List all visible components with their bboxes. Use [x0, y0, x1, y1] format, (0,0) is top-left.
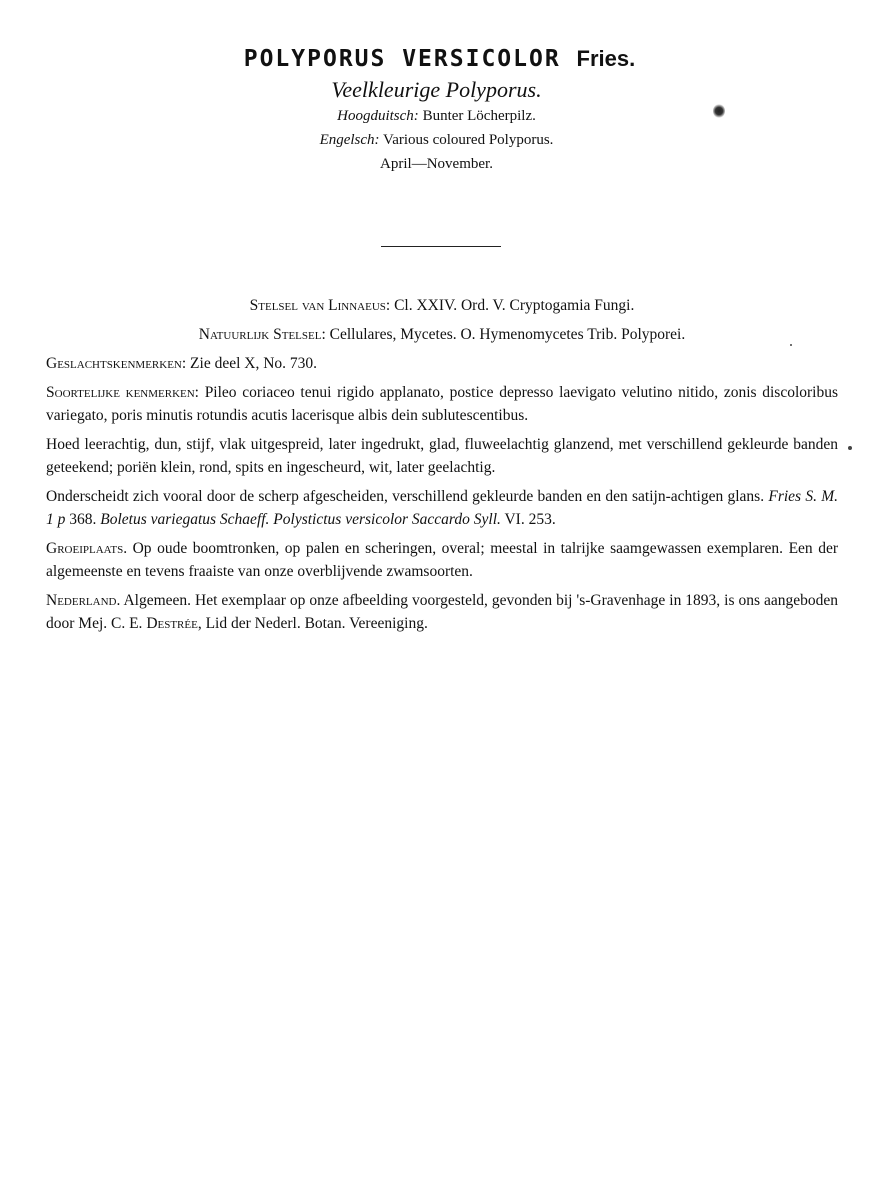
title-species: POLYPORUS VERSICOLOR — [243, 46, 561, 72]
english-name-line — [0, 128, 873, 152]
english-name: Various coloured Polyporus. — [383, 132, 554, 148]
genus-characteristics — [46, 352, 838, 375]
habitat-text: Op oude boomtronken, op palen en scheringen, overal; meestal in talrijke saamgewassen exemplaren. Een der algemeenste en tevens fraaiste van onze overblijvende zwamsoorten. — [46, 540, 838, 580]
divider-rule — [381, 246, 501, 247]
description-paragraph: Hoed leerachtig, dun, stijf, vlak uitgespreid, later ingedrukt, glad, fluweelachtig glanzend, met verschillend gekleurde banden geteekend; poriën klein, rond, spits en ingescheurd, wit, later geelachtig. — [46, 436, 838, 476]
reference-page: 368. — [69, 511, 97, 528]
english-label: Engelsch: — [319, 132, 380, 148]
donor-name: Destrée, — [146, 615, 202, 632]
netherlands-text: Algemeen. Het exemplaar op onze afbeelding voorgesteld, gevonden bij 's-Gravenhage in 1893, is ons aangeboden door Mej. C. E. — [46, 592, 838, 632]
page-title — [0, 44, 873, 74]
species-text: Pileo coriaceo tenui rigido applanato, postice depresso laevigato velutino nitido, zonis discoloribus variegato, poris minutis rotundis acutis lacerisque albis dein sublutescentibus. — [46, 384, 838, 424]
reference-volume: VI. 253. — [504, 511, 556, 528]
natural-label: Natuurlijk Stelsel: — [198, 326, 326, 343]
natural-text: Cellulares, Mycetes. O. Hymenomycetes Trib. Polyporei. — [329, 326, 686, 343]
distinguish-text: Onderscheidt zich vooral door de scherp afgescheiden, verschillend gekleurde banden en den satijn-achtigen glans. — [46, 488, 765, 505]
distinguish-paragraph — [46, 485, 838, 531]
netherlands-text-end: Lid der Nederl. Botan. Vereeniging. — [205, 615, 428, 632]
dutch-name: Veelkleurige Polyporus. — [331, 77, 542, 102]
natural-classification — [46, 323, 838, 346]
german-name-line — [0, 104, 873, 128]
habitat-label: Groeiplaats. — [46, 540, 128, 557]
document-header — [0, 44, 873, 176]
linnaeus-classification — [46, 294, 838, 317]
genus-text: Zie deel X, No. 730. — [190, 355, 318, 372]
linnaeus-label: Stelsel van Linnaeus: — [249, 297, 391, 314]
habitat-paragraph — [46, 537, 838, 583]
ink-speck — [848, 446, 852, 450]
netherlands-label: Nederland. — [46, 592, 121, 609]
genus-label: Geslachtskenmerken: — [46, 355, 187, 372]
german-label: Hoogduitsch: — [337, 108, 419, 124]
season: April—November. — [380, 156, 493, 172]
reference-fries: Fries S. M. 1 p — [46, 488, 838, 528]
german-name: Bunter Löcherpilz. — [422, 108, 536, 124]
linnaeus-text: Cl. XXIV. Ord. V. Cryptogamia Fungi. — [394, 297, 635, 314]
document-body — [46, 294, 838, 641]
species-label: Soortelijke kenmerken: — [46, 384, 199, 401]
species-characteristics — [46, 381, 838, 427]
reference-boletus: Boletus variegatus Schaeff. Polystictus versicolor Saccardo Syll. — [100, 511, 501, 528]
netherlands-paragraph — [46, 589, 838, 635]
title-author: Fries. — [576, 46, 636, 71]
